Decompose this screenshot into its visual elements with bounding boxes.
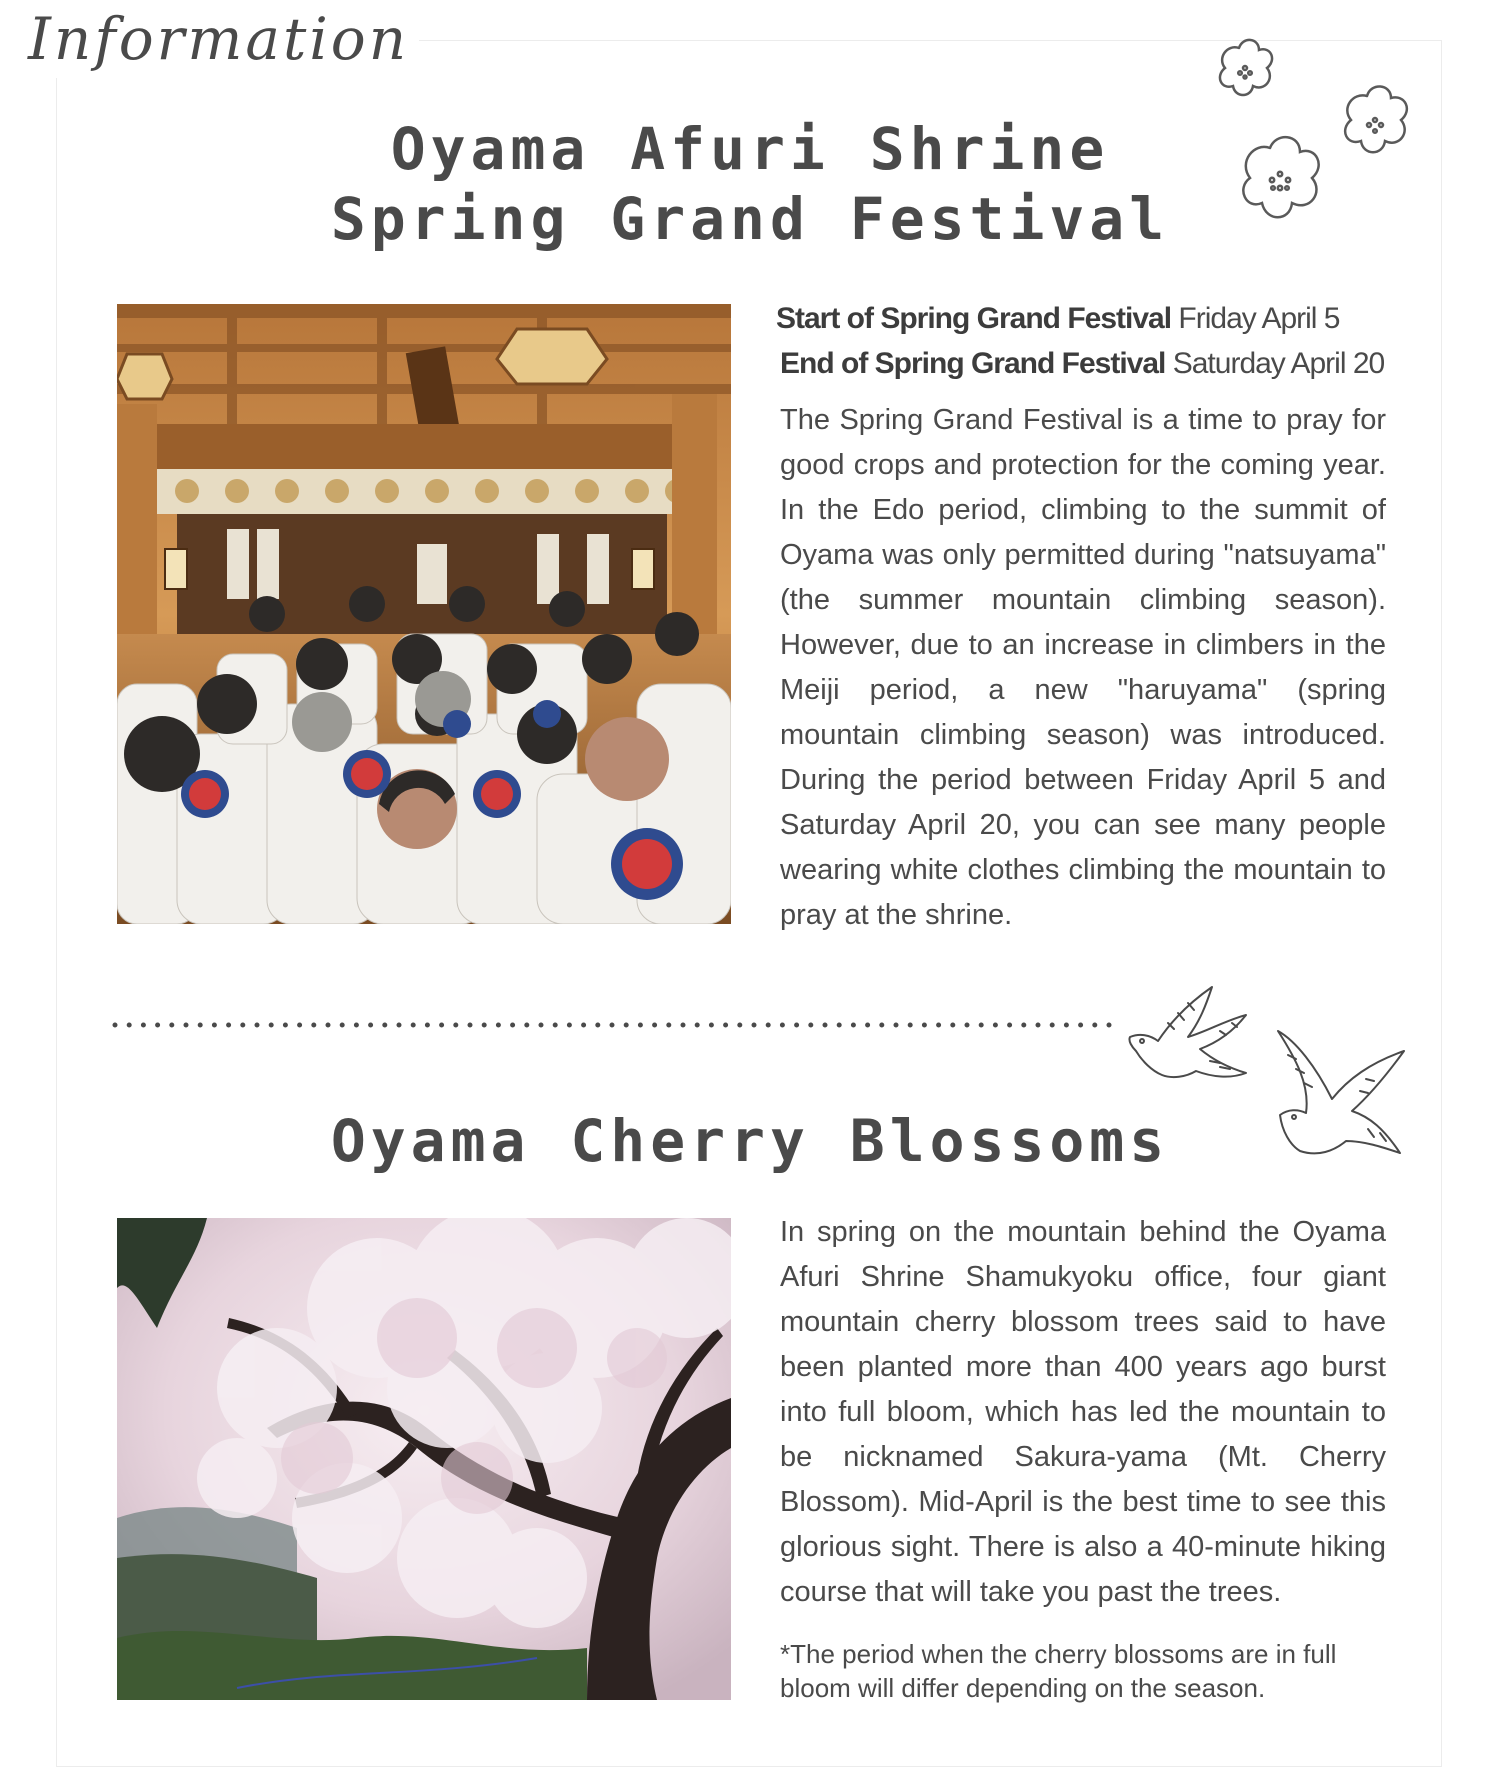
festival-end-date: Saturday April 20 bbox=[1172, 347, 1385, 380]
blossoms-note: *The period when the cherry blossoms are in full bloom will differ depending on the season. bbox=[780, 1639, 1337, 1703]
festival-start-label: Start of Spring Grand Festival bbox=[776, 302, 1172, 335]
festival-end-row bbox=[776, 341, 1396, 386]
festival-title bbox=[0, 114, 1500, 254]
blossoms-title: Oyama Cherry Blossoms bbox=[330, 1107, 1170, 1175]
cherry-blossom-photo bbox=[117, 1218, 731, 1700]
festival-title-line1: Oyama Afuri Shrine bbox=[390, 115, 1110, 183]
festival-end-label: End of Spring Grand Festival bbox=[780, 347, 1166, 380]
festival-start-date: Friday April 5 bbox=[1178, 302, 1340, 335]
blossoms-description: In spring on the mountain behind the Oyama Afuri Shrine Shamukyoku office, four giant mountain cherry blossom trees said to have been planted more than 400 years ago burst into full bloom, which has led the mountain to be nicknamed Sakura-yama (Mt. Cherry Blossom). Mid-April is the best time to see this glorious sight. There is also a 40-minute hiking course that will take you past the trees. bbox=[780, 1216, 1386, 1608]
festival-title-line2: Spring Grand Festival bbox=[330, 185, 1170, 253]
shrine-ceremony-photo bbox=[117, 304, 731, 924]
festival-dates bbox=[776, 296, 1396, 386]
section-header-script: Information bbox=[28, 0, 419, 78]
festival-start-row bbox=[776, 296, 1396, 341]
festival-description: The Spring Grand Festival is a time to pray for good crops and protection for the coming year. In the Edo period, climbing to the summit of Oyama was only permitted during "natsuyama" (the summer mountain climbing season). However, due to an increase in climbers in the Meiji period, a new "haruyama" (spring mountain climbing season) was introduced. During the period between Friday April 5 and Saturday April 20, you can see many people wearing white clothes climbing the mountain to pray at the shrine. bbox=[780, 404, 1386, 931]
